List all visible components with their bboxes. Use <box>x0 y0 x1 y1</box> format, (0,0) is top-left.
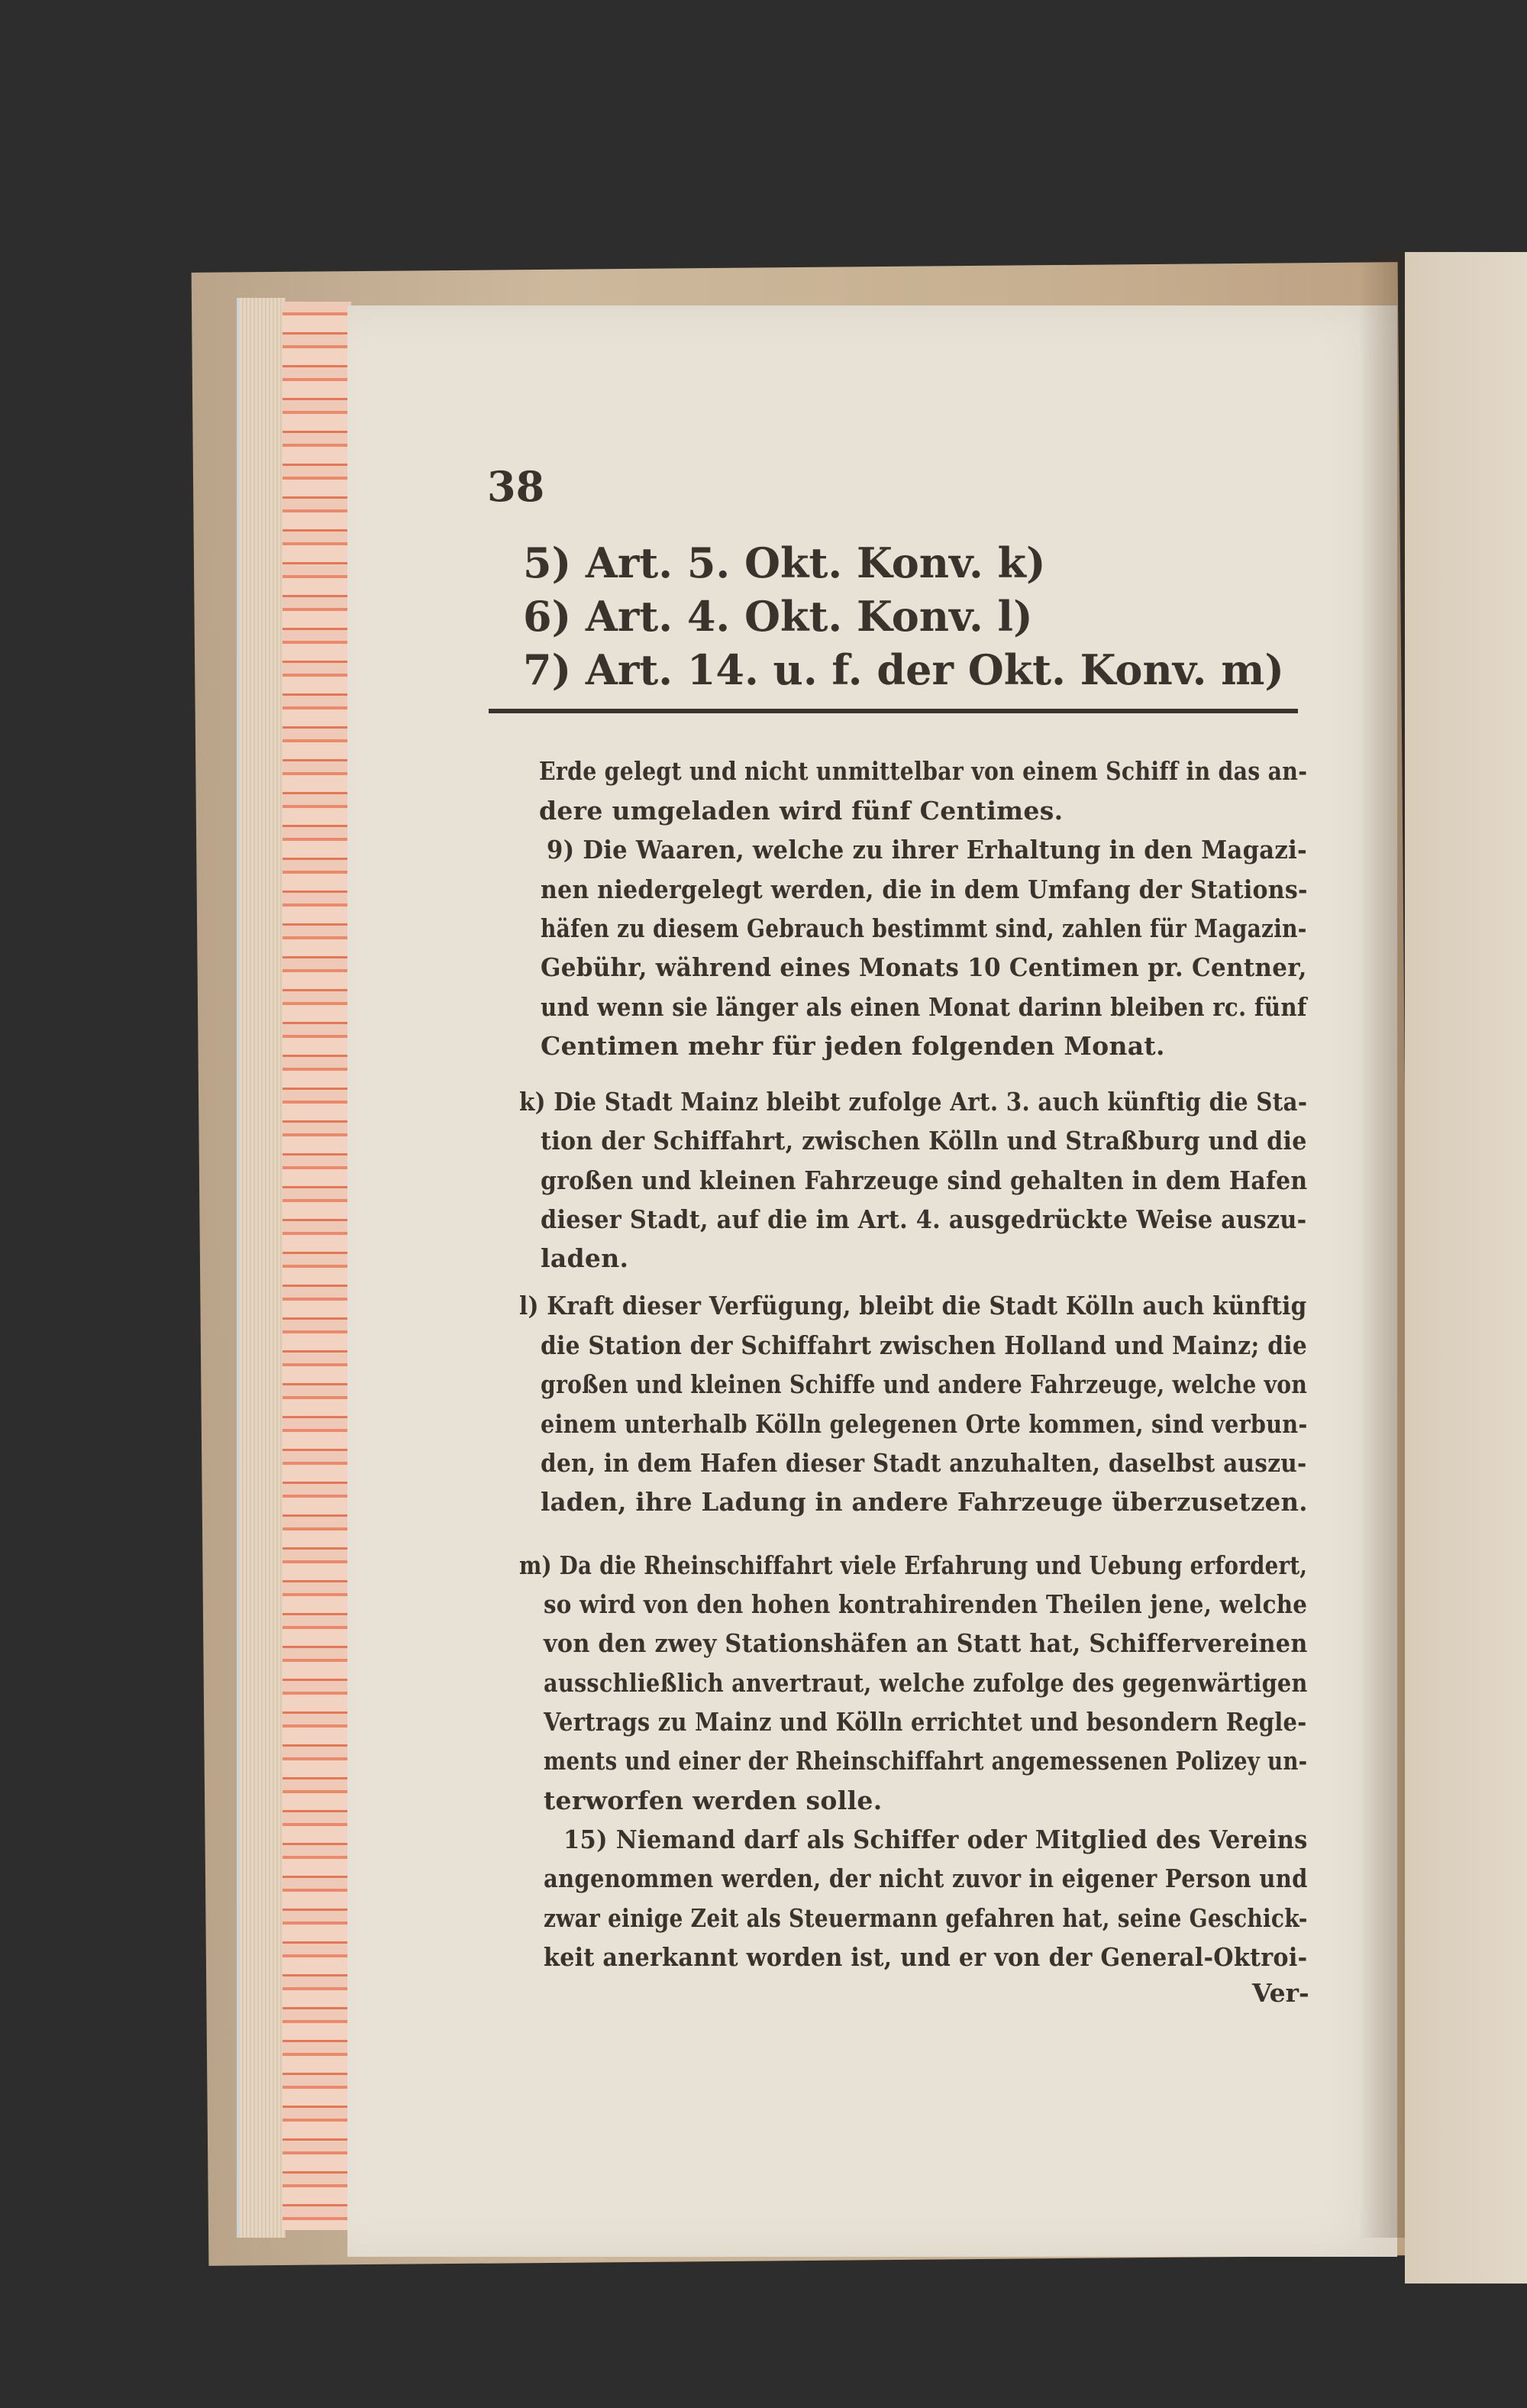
text-line: und wenn sie länger als einen Monat darinn bleiben rc. fünf <box>541 992 1307 1022</box>
text-line: die Station der Schiffahrt zwischen Holland und Mainz; die <box>541 1330 1307 1360</box>
heading-line: 6) Art. 4. Okt. Konv. l) <box>523 592 1033 641</box>
text-line: großen und kleinen Schiffe und andere Fahrzeuge, welche von <box>541 1369 1308 1399</box>
text-line: dieser Stadt, auf die im Art. 4. ausgedrückte Weise auszu- <box>541 1204 1307 1234</box>
text-line: m) Da die Rheinschiffahrt viele Erfahrung und Uebung erfordert, <box>519 1550 1308 1580</box>
text-line: terworfen werden solle. <box>544 1786 883 1815</box>
text-line: ments und einer der Rheinschiffahrt angemessenen Polizey un- <box>544 1746 1308 1776</box>
heading-line: 7) Art. 14. u. f. der Okt. Konv. m) <box>523 645 1284 694</box>
text-line: ausschließlich anvertraut, welche zufolge des gegenwärtigen <box>544 1668 1308 1698</box>
text-line: angenommen werden, der nicht zuvor in eigener Person und <box>544 1863 1308 1893</box>
text-line: k) Die Stadt Mainz bleibt zufolge Art. 3. auch künftig die Sta- <box>519 1087 1308 1117</box>
text-line: 9) Die Waaren, welche zu ihrer Erhaltung in den Magazi- <box>547 835 1308 865</box>
page-number: 38 <box>487 462 545 511</box>
text-line: laden. <box>541 1243 629 1273</box>
text-line: einem unterhalb Kölln gelegenen Orte kommen, sind verbun- <box>541 1409 1308 1439</box>
text-line: keit anerkannt worden ist, und er von der General-Oktroi- <box>544 1942 1308 1972</box>
text-line: Erde gelegt und nicht unmittelbar von einem Schiff in das an- <box>539 756 1308 786</box>
text-line: so wird von den hohen kontrahirenden Theilen jene, welche <box>544 1589 1308 1619</box>
text-line: tion der Schiffahrt, zwischen Kölln und Straßburg und die <box>541 1126 1307 1156</box>
text-line: von den zwey Stationshäfen an Statt hat, Schiffervereinen <box>544 1628 1308 1658</box>
text-line: 15) Niemand darf als Schiffer oder Mitglied des Vereins <box>563 1825 1308 1854</box>
heading-line: 5) Art. 5. Okt. Konv. k) <box>523 538 1046 587</box>
text-line: Gebühr, während eines Monats 10 Centimen pr. Centner, <box>541 952 1307 982</box>
text-line: nen niedergelegt werden, die in dem Umfang der Stations- <box>541 874 1308 904</box>
text-line: Vertrags zu Mainz und Kölln errichtet und besondern Regle- <box>544 1707 1307 1737</box>
text-line: Centimen mehr für jeden folgenden Monat. <box>541 1031 1165 1061</box>
text-line: großen und kleinen Fahrzeuge sind gehalten in dem Hafen <box>541 1165 1308 1195</box>
horizontal-rule <box>489 709 1298 713</box>
text-line: laden, ihre Ladung in andere Fahrzeuge überzusetzen. <box>541 1487 1308 1517</box>
text-line: den, in dem Hafen dieser Stadt anzuhalten, daselbst auszu- <box>541 1448 1307 1478</box>
catchword: Ver- <box>1252 1978 1309 2008</box>
text-line: häfen zu diesem Gebrauch bestimmt sind, zahlen für Magazin- <box>541 913 1307 943</box>
text-line: zwar einige Zeit als Steuermann gefahren hat, seine Geschick- <box>544 1903 1308 1933</box>
text-line: dere umgeladen wird fünf Centimes. <box>539 796 1064 826</box>
text-line: l) Kraft dieser Verfügung, bleibt die Stadt Kölln auch künftig <box>519 1291 1307 1320</box>
